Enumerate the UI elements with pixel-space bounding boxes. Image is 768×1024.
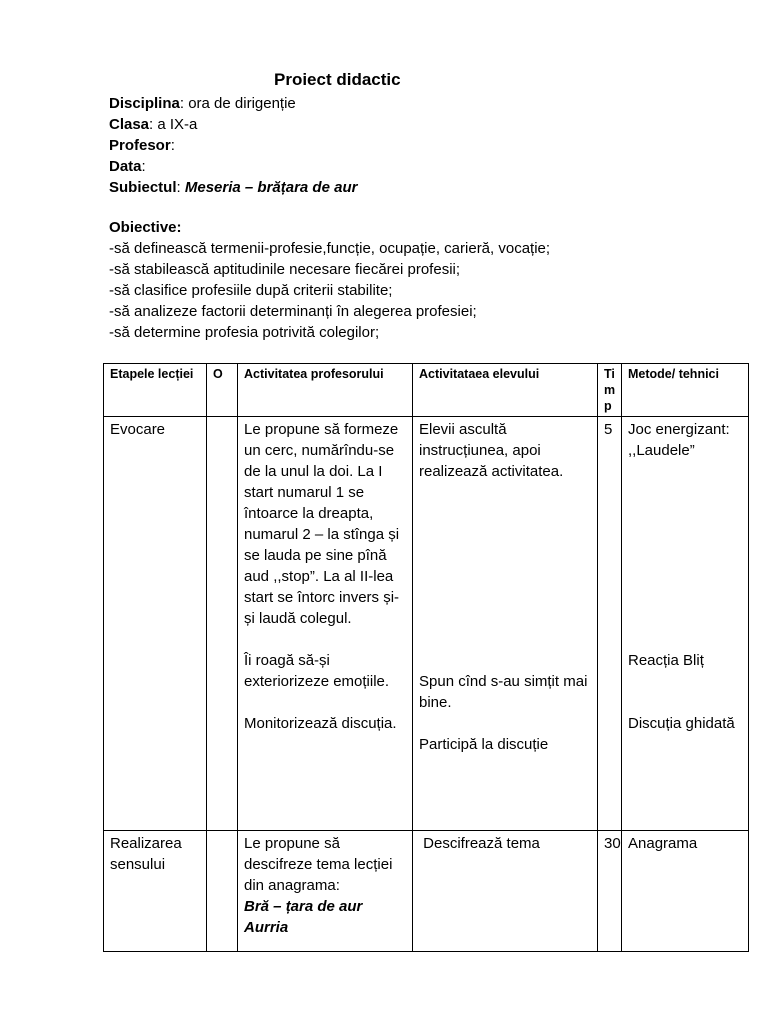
meta-profesor: Profesor:	[109, 137, 175, 154]
elev-step: Participă la discuție	[419, 736, 549, 753]
cell-o	[207, 831, 238, 952]
cell-timp: 30	[598, 831, 622, 952]
lesson-table	[103, 363, 749, 952]
header-etapele: Etapele lecției	[104, 364, 207, 417]
cell-activitatea-profesorului	[238, 831, 413, 952]
anagram-word: Aurria	[244, 919, 289, 936]
cell-metode: Anagrama	[622, 831, 749, 952]
subject-title: Meseria – brățara de aur	[184, 179, 358, 196]
objectives-heading: Obiective:	[109, 219, 182, 236]
anagram-phrase: Bră – țara de aur	[244, 898, 363, 915]
cell-activitatea-elevului	[413, 417, 598, 831]
meta-disciplina: Disciplina: ora de dirigenție	[109, 95, 296, 112]
prof-step: Îi roagă să-și exteriorizeze emoțiile.	[244, 652, 390, 690]
meta-data: Data:	[109, 158, 146, 175]
objective-item: -să analizeze factorii determinanți în alegerea profesiei;	[109, 303, 477, 320]
objective-item: -să determine profesia potrivită colegilor;	[109, 324, 380, 341]
metoda: Discuția ghidată	[628, 715, 735, 732]
header-o: O	[207, 364, 238, 417]
objectives-section	[109, 217, 550, 343]
cell-metode	[622, 417, 749, 831]
table-row	[104, 831, 749, 952]
cell-activitatea-profesorului	[238, 417, 413, 831]
header-activitatea-elevului: Activitataea elevului	[413, 364, 598, 417]
cell-timp: 5	[598, 417, 622, 831]
metoda: Reacția Bliț	[628, 652, 704, 669]
lesson-meta	[109, 93, 357, 198]
prof-step: Le propune să formeze un cerc, numărîndu-se de la unul la doi. La I start numarul 1 se întoarce la dreapta, numarul 2 – la stînga și se lauda pe sine pînă aud ,,stop”. La al II-lea start se întorc invers și-și laudă colegul.	[244, 421, 400, 627]
objective-item: -să definească termenii-profesie,funcție, ocupație, carieră, vocație;	[109, 240, 551, 257]
elev-step: Spun cînd s-au simțit mai bine.	[419, 673, 588, 711]
prof-step: Monitorizează discuția.	[244, 715, 397, 732]
header-timp: Timp	[598, 364, 622, 417]
cell-etapa: Realizarea sensului	[104, 831, 207, 952]
cell-activitatea-elevului: Descifrează tema	[413, 831, 598, 952]
table-header-row	[104, 364, 749, 417]
elev-step: Elevii ascultă instrucțiunea, apoi realizează activitatea.	[419, 421, 564, 480]
meta-subiect: Subiectul: Meseria – brățara de aur	[109, 179, 358, 196]
meta-clasa: Clasa: a IX-a	[109, 116, 198, 133]
objective-item: -să clasifice profesiile după criterii stabilite;	[109, 282, 393, 299]
header-metode: Metode/ tehnici	[622, 364, 749, 417]
cell-etapa: Evocare	[104, 417, 207, 831]
objective-item: -să stabilească aptitudinile necesare fiecărei profesii;	[109, 261, 461, 278]
header-activitatea-profesorului: Activitatea profesorului	[238, 364, 413, 417]
document-title: Proiect didactic	[274, 70, 401, 89]
table-row	[104, 417, 749, 831]
prof-step: Le propune să descifreze tema lecției din anagrama:	[244, 835, 393, 894]
cell-o	[207, 417, 238, 831]
metoda: Joc energizant: ,,Laudele”	[628, 421, 730, 459]
